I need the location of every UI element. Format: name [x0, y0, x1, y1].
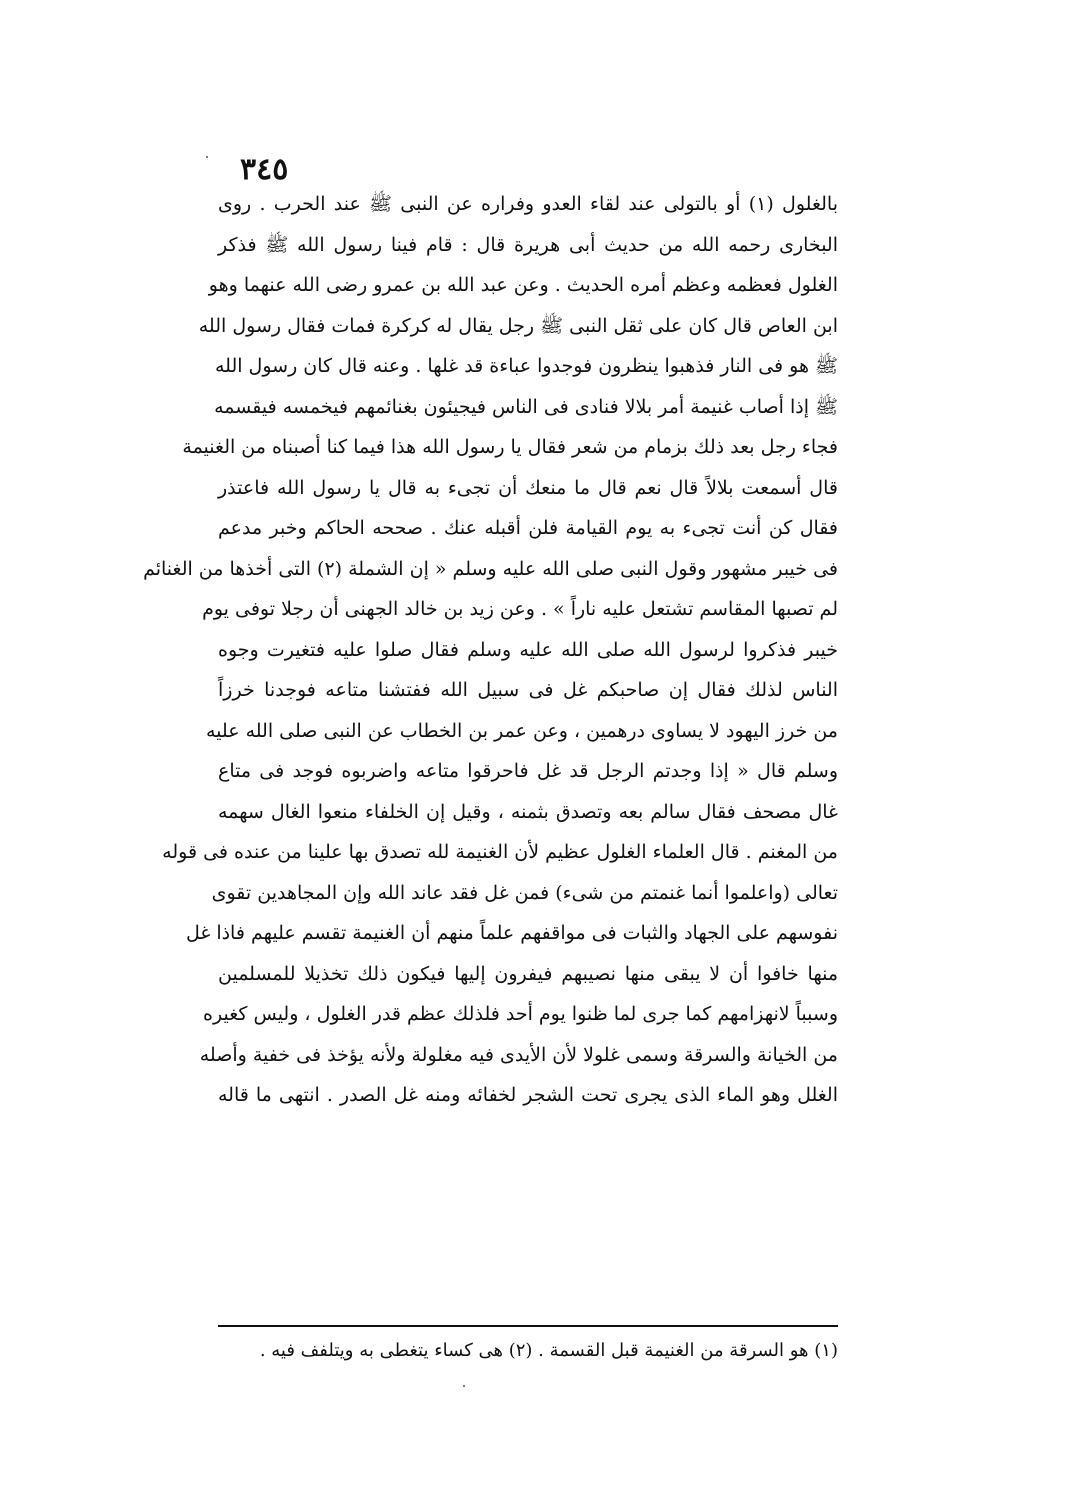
text-line: تعالى (واعلموا أنما غنمتم من شىء) فمن غل فقد عاند الله وإن المجاهدين تقوى — [211, 881, 838, 904]
text-line: بالغلول (١) أو بالتولى عند لقاء العدو وفراره عن النبى ﷺ عند الحرب . روى — [218, 193, 838, 215]
text-line: فجاء رجل بعد ذلك بزمام من شعر فقال يا رسول الله هذا فيما كنا أصبناه من الغنيمة — [182, 436, 838, 458]
footnote-divider — [218, 1325, 838, 1327]
text-line: ﷺ إذا أصاب غنيمة أمر بلالا فنادى فى الناس فيجيئون بغنائمهم فيخمسه فيقسمه — [214, 395, 838, 418]
text-line: الغلل وهو الماء الذى يجرى تحت الشجر لخفائه ومنه غل الصدر . انتهى ما قاله — [218, 1084, 838, 1106]
text-line: وسلم قال « إذا وجدتم الرجل قد غل فاحرقوا متاعه واضربوه فوجد فى متاع — [218, 760, 838, 782]
text-line: ﷺ هو فى النار فذهبوا ينظرون فوجدوا عباءة قد غلها . وعنه قال كان رسول الله — [214, 355, 838, 377]
scan-speck — [206, 156, 208, 158]
page-number: ٣٤٥ — [240, 152, 289, 187]
text-line: منها خافوا أن لا يبقى منها نصيبهم فيفرون إليها فيكون ذلك تخذيلا للمسلمين — [218, 962, 838, 985]
text-line: من المغنم . قال العلماء الغلول عظيم لأن الغنيمة لله تصدق بها علينا من عنده فى قوله — [162, 841, 838, 863]
text-line: غال مصحف فقال سالم بعه وتصدق بثمنه ، وقيل إن الخلفاء منعوا الغال سهمه — [218, 800, 838, 823]
footnote: (١) هو السرقة من الغنيمة قبل القسمة . (٢) هى كساء يتغطى به ويتلفف فيه . — [259, 1340, 838, 1361]
main-text — [143, 184, 838, 1116]
text-line: فقال كن أنت تجىء به يوم القيامة فلن أقبله عنك . صححه الحاكم وخبر مدعم — [218, 517, 838, 539]
text-line: من الخيانة والسرقة وسمى غلولا لأن الأيدى فيه مغلولة ولأنه يؤخذ فى خفية وأصله — [199, 1043, 838, 1066]
text-line: فى خيبر مشهور وقول النبى صلى الله عليه وسلم « إن الشملة (٢) التى أخذها من الغنائم — [143, 557, 838, 580]
text-line: خيبر فذكروا لرسول الله صلى الله عليه وسلم فقال صلوا عليه فتغيرت وجوه — [218, 638, 838, 661]
scan-speck — [463, 1385, 465, 1387]
text-line: نفوسهم على الجهاد والثبات فى مواقفهم علماً منهم أن الغنيمة تقسم عليهم فاذا غل — [185, 922, 838, 944]
text-line: البخارى رحمه الله من حديث أبى هريرة قال : قام فينا رسول الله ﷺ فذكر — [218, 233, 838, 256]
text-line: لم تصبها المقاسم تشتعل عليه ناراً » . وعن زيد بن خالد الجهنى أن رجلا توفى يوم — [202, 598, 838, 620]
text-line: من خرز اليهود لا يساوى درهمين ، وعن عمر بن الخطاب عن النبى صلى الله عليه — [205, 719, 838, 742]
text-line: قال أسمعت بلالاً قال نعم قال ما منعك أن تجىء به قال يا رسول الله فاعتذر — [218, 476, 838, 499]
text-line: ابن العاص قال كان على ثقل النبى ﷺ رجل يقال له كركرة فمات فقال رسول الله — [198, 314, 838, 337]
text-line: وسبباً لانهزامهم كما جرى لما ظنوا يوم أحد فلذلك عظم قدر الغلول ، وليس كغيره — [203, 1003, 838, 1025]
text-line: الغلول فعظمه وعظم أمره الحديث . وعن عبد الله بن عمرو رضى الله عنهما وهو — [208, 274, 838, 296]
text-line: الناس لذلك فقال إن صاحبكم غل فى سبيل الله ففتشنا متاعه فوجدنا خرزاً — [218, 679, 838, 701]
